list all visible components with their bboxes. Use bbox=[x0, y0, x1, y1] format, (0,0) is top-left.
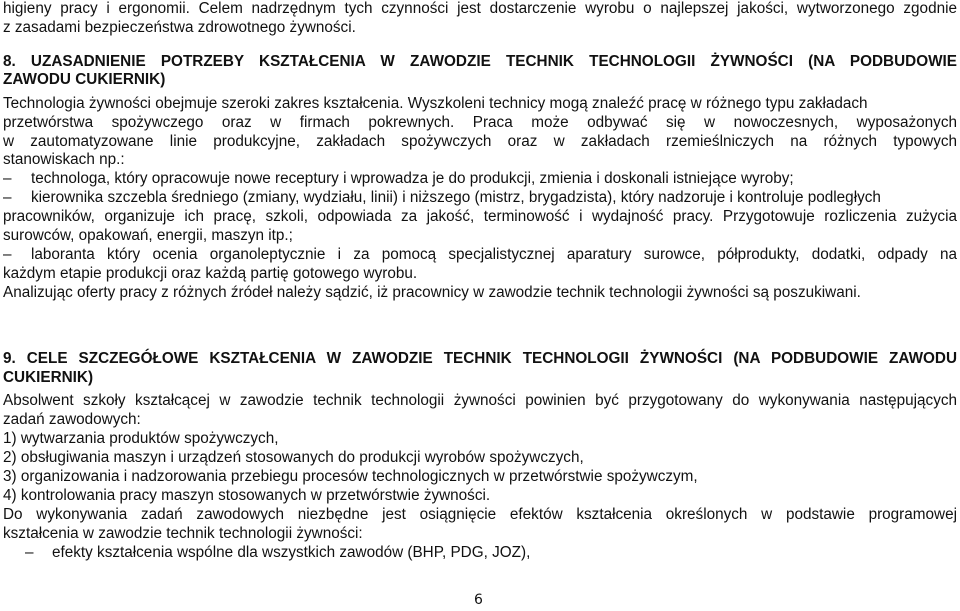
section-9-heading-line-1: 9. CELE SZCZEGÓŁOWE KSZTAŁCENIA W ZAWODZIE TECHNIK TECHNOLOGII ŻYWNOŚCI (NA PODBUDOWIE ZAWODU bbox=[3, 350, 957, 367]
intro-line-1: higieny pracy i ergonomii. Celem nadrzędnym tych czynności jest dostarczenie wyrobu o najlepszej jakości, wytworzonego zgodnie bbox=[3, 0, 957, 17]
dash-bullet: – bbox=[3, 246, 12, 263]
section-9-task-1: 1) wytwarzania produktów spożywczych, bbox=[3, 430, 279, 447]
list-item-text: kierownika szczebla średniego (zmiany, wydziału, linii) i niższego (mistrz, brygadzista), który nadzoruje i kontroluje podległych bbox=[31, 189, 881, 206]
section-8-heading-line-1: 8. UZASADNIENIE POTRZEBY KSZTAŁCENIA W ZAWODZIE TECHNIK TECHNOLOGII ŻYWNOŚCI (NA PODBUDOWIE bbox=[3, 53, 957, 70]
list-item bbox=[3, 189, 881, 207]
list-item bbox=[3, 246, 957, 264]
dash-bullet: – bbox=[25, 544, 34, 561]
list-item-text: technologa, który opracowuje nowe receptury i wprowadza je do produkcji, zmienia i doskonali istniejące wyroby; bbox=[31, 170, 794, 187]
list-item-continuation: surowców, opakowań, energii, maszyn itp.; bbox=[3, 227, 293, 244]
dash-bullet: – bbox=[3, 189, 12, 206]
section-9-body-line-1: Absolwent szkoły kształcącej w zawodzie technik technologii żywności powinien być przygotowany do wykonywania następujących bbox=[3, 392, 957, 409]
list-item-text: efekty kształcenia wspólne dla wszystkich zawodów (BHP, PDG, JOZ), bbox=[52, 544, 531, 561]
section-9-body-line-7: Do wykonywania zadań zawodowych niezbędne jest osiągnięcie efektów kształcenia określonych w podstawie programowej bbox=[3, 506, 957, 523]
list-item-continuation: pracowników, organizuje ich pracę, szkoli, odpowiada za jakość, terminowość i wydajność pracy. Przygotowuje rozliczenia zużycia bbox=[3, 208, 957, 225]
section-9-heading-line-2: CUKIERNIK) bbox=[3, 369, 94, 386]
section-9-body-line-2: zadań zawodowych: bbox=[3, 411, 141, 428]
section-9-task-3: 3) organizowania i nadzorowania przebiegu procesów technologicznych w przetwórstwie spożywczym, bbox=[3, 468, 698, 485]
section-8-conclusion: Analizując oferty pracy z różnych źródeł należy sądzić, iż pracownicy w zawodzie technik technologii żywności są poszukiwani. bbox=[3, 284, 861, 301]
list-item-continuation: każdym etapie produkcji oraz każdą partię gotowego wyrobu. bbox=[3, 265, 418, 282]
list-item bbox=[3, 170, 794, 188]
section-9-body-line-8: kształcenia w zawodzie technik technologii żywności: bbox=[3, 525, 363, 542]
section-8-body-line-1: Technologia żywności obejmuje szeroki zakres kształcenia. Wyszkoleni technicy mogą znaleźć pracę w różnego typu zakładach bbox=[3, 95, 868, 112]
page-number: 6 bbox=[474, 592, 483, 608]
section-9-task-2: 2) obsługiwania maszyn i urządzeń stosowanych do produkcji wyrobów spożywczych, bbox=[3, 449, 584, 466]
section-8-body-line-3: w zautomatyzowane linie produkcyjne, zakładach spożywczych oraz w zakładach rzemieślniczych na różnych typowych bbox=[3, 133, 957, 150]
intro-line-2: z zasadami bezpieczeństwa zdrowotnego żywności. bbox=[3, 19, 356, 36]
section-9-task-4: 4) kontrolowania pracy maszyn stosowanych w przetwórstwie żywności. bbox=[3, 487, 491, 504]
dash-bullet: – bbox=[3, 170, 12, 187]
section-8-heading-line-2: ZAWODU CUKIERNIK) bbox=[3, 71, 166, 88]
section-8-body-line-1b bbox=[3, 114, 957, 132]
list-item bbox=[25, 544, 530, 562]
list-item-text: laboranta który ocenia organoleptycznie i za pomocą specjalistycznej aparatury surowce, półprodukty, dodatki, odpady na bbox=[31, 246, 957, 263]
section-8-body-line-2: przetwórstwa spożywczego oraz w firmach pokrewnych. Praca może odbywać się w nowoczesnych, wyposażonych bbox=[3, 114, 957, 131]
section-8-body-line-4: stanowiskach np.: bbox=[3, 151, 125, 168]
